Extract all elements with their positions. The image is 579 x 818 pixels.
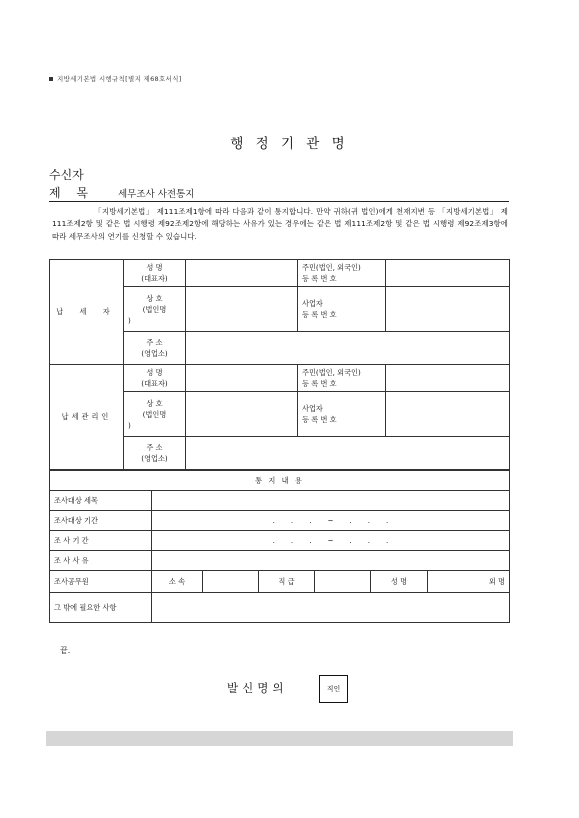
manager-addr-label: 주 소 (영업소): [124, 437, 186, 470]
intro-paragraph: 「지방세기본법」 제111조제1항에 따라 다음과 같이 통지합니다. 만약 귀하(귀 법인)에게 천재지변 등 「지방세기본법」 제111조제2항 및 같은 법 시행령 제92조제2항에 해당하는 사유가 있는 경우에는 같은 법 제111조제2항 및 같은 법 시행령 제92조제3항에 따라 세무조사의 연기를 신청할 수 있습니다.: [52, 207, 508, 241]
notice-row-label: 조 사 기 간: [50, 531, 152, 551]
bullet-icon: [49, 77, 53, 81]
official-count-field[interactable]: 외 명: [428, 571, 510, 593]
page-title: 행 정 기 관 명: [230, 136, 349, 152]
subject-value: 세무조사 사전통지: [118, 189, 195, 200]
divider: [49, 201, 509, 202]
person-info-table: [49, 259, 510, 470]
taxpayer-id-label: 주민(법인, 외국인) 등 록 번 호: [298, 260, 386, 287]
survey-reason-field[interactable]: [152, 551, 510, 571]
other-field[interactable]: [152, 593, 510, 623]
taxpayer-biz-label: 상 호 (법인명 ): [124, 287, 186, 332]
tax-item-field[interactable]: [152, 491, 510, 511]
form-reference: [49, 74, 182, 83]
manager-id-label: 주민(법인, 외국인) 등 록 번 호: [298, 365, 386, 392]
taxpayer-biz-field[interactable]: [186, 287, 298, 332]
manager-section-label: 납세관리인: [50, 365, 124, 470]
taxpayer-bizno-label: 사업자 등 록 번 호: [298, 287, 386, 332]
official-name-label: 성 명: [371, 571, 428, 593]
official-seal: 직인: [319, 675, 348, 703]
survey-period-field[interactable]: . . . ~ . . .: [152, 531, 510, 551]
taxpayer-addr-label: 주 소 (영업소): [124, 332, 186, 365]
official-rank-label: 직 급: [259, 571, 315, 593]
subject-label: 제 목: [49, 186, 94, 200]
taxpayer-addr-field[interactable]: [186, 332, 510, 365]
manager-biz-field[interactable]: [186, 392, 298, 437]
sender-name: 발신명의: [227, 681, 288, 695]
taxpayer-name-field[interactable]: [186, 260, 298, 287]
notice-header: 통 지 내 용: [50, 471, 510, 491]
form-reference-text: 지방세기본법 시행규칙[별지 제68호서식]: [57, 75, 182, 83]
manager-biz-label: 상 호 (법인명 ): [124, 392, 186, 437]
manager-name-label: 성 명 (대표자): [124, 365, 186, 392]
taxpayer-name-label: 성 명 (대표자): [124, 260, 186, 287]
target-period-field[interactable]: . . . ~ . . .: [152, 511, 510, 531]
taxpayer-section-label: 납 세 자: [50, 260, 124, 365]
official-dept-field[interactable]: [203, 571, 259, 593]
other-label: 그 밖에 필요한 사항: [50, 593, 152, 623]
taxpayer-bizno-field[interactable]: [386, 287, 510, 332]
official-rank-field[interactable]: [315, 571, 371, 593]
manager-bizno-label: 사업자 등 록 번 호: [298, 392, 386, 437]
manager-bizno-field[interactable]: [386, 392, 510, 437]
notice-row-label: 조 사 사 유: [50, 551, 152, 571]
manager-name-field[interactable]: [186, 365, 298, 392]
manager-addr-field[interactable]: [186, 437, 510, 470]
notice-table: [49, 470, 510, 623]
official-dept-label: 소 속: [152, 571, 203, 593]
notice-row-label: 조사대상 기간: [50, 511, 152, 531]
notice-row-label: 조사대상 세목: [50, 491, 152, 511]
recipient-label: 수신자: [49, 168, 84, 182]
notice-row-label: 조사공무원: [50, 571, 152, 593]
footer-bar: [46, 731, 513, 746]
taxpayer-id-field[interactable]: [386, 260, 510, 287]
end-mark: 끝.: [60, 646, 71, 655]
manager-id-field[interactable]: [386, 365, 510, 392]
